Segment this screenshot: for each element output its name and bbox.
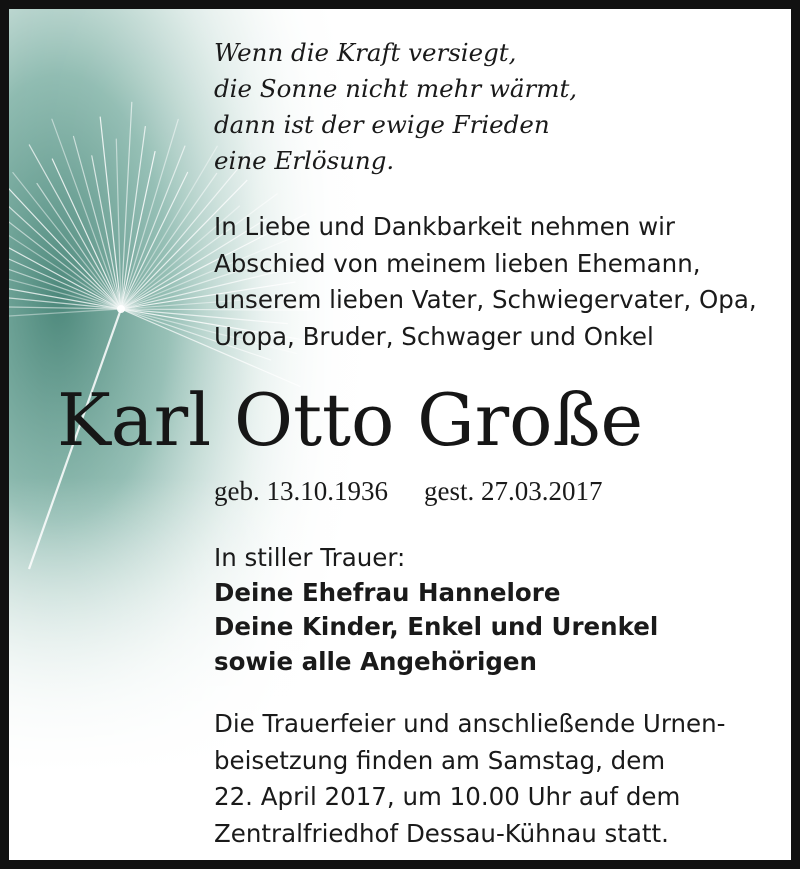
intro-line: In Liebe und Dankbarkeit nehmen wir [214,212,676,241]
poem-line: dann ist der ewige Frieden [214,110,550,139]
poem-line: eine Erlösung. [214,146,395,175]
birth-date: geb. 13.10.1936 [214,476,388,506]
intro-text [214,209,757,355]
intro-line: Abschied von meinem lieben Ehemann, [214,248,701,278]
service-line: Die Trauerfeier und anschließende Urnen- [214,709,726,738]
poem [214,35,577,179]
intro-line: unserem lieben Vater, Schwiegervater, Opa, [214,285,757,314]
mourners-heading: In stiller Trauer: [214,543,406,572]
deceased-name: Karl Otto Große [57,378,644,462]
service-line: Zentralfriedhof Dessau-Kühnau statt. [214,818,669,848]
life-dates [214,474,602,508]
poem-line: Wenn die Kraft versiegt, [214,38,517,67]
mourner-line: Deine Ehefrau Hannelore [214,577,561,607]
service-line: 22. April 2017, um 10.00 Uhr auf dem [214,782,681,811]
funeral-service-info [214,706,725,852]
mourner-line: sowie alle Angehörigen [214,646,537,676]
death-date: gest. 27.03.2017 [423,476,603,506]
mourners-block [214,541,658,679]
poem-line: die Sonne nicht mehr wärmt, [214,74,578,103]
service-line: beisetzung finden am Samstag, dem [214,745,666,775]
intro-line: Uropa, Bruder, Schwager und Onkel [214,321,654,351]
mourner-line: Deine Kinder, Enkel und Urenkel [214,612,659,641]
